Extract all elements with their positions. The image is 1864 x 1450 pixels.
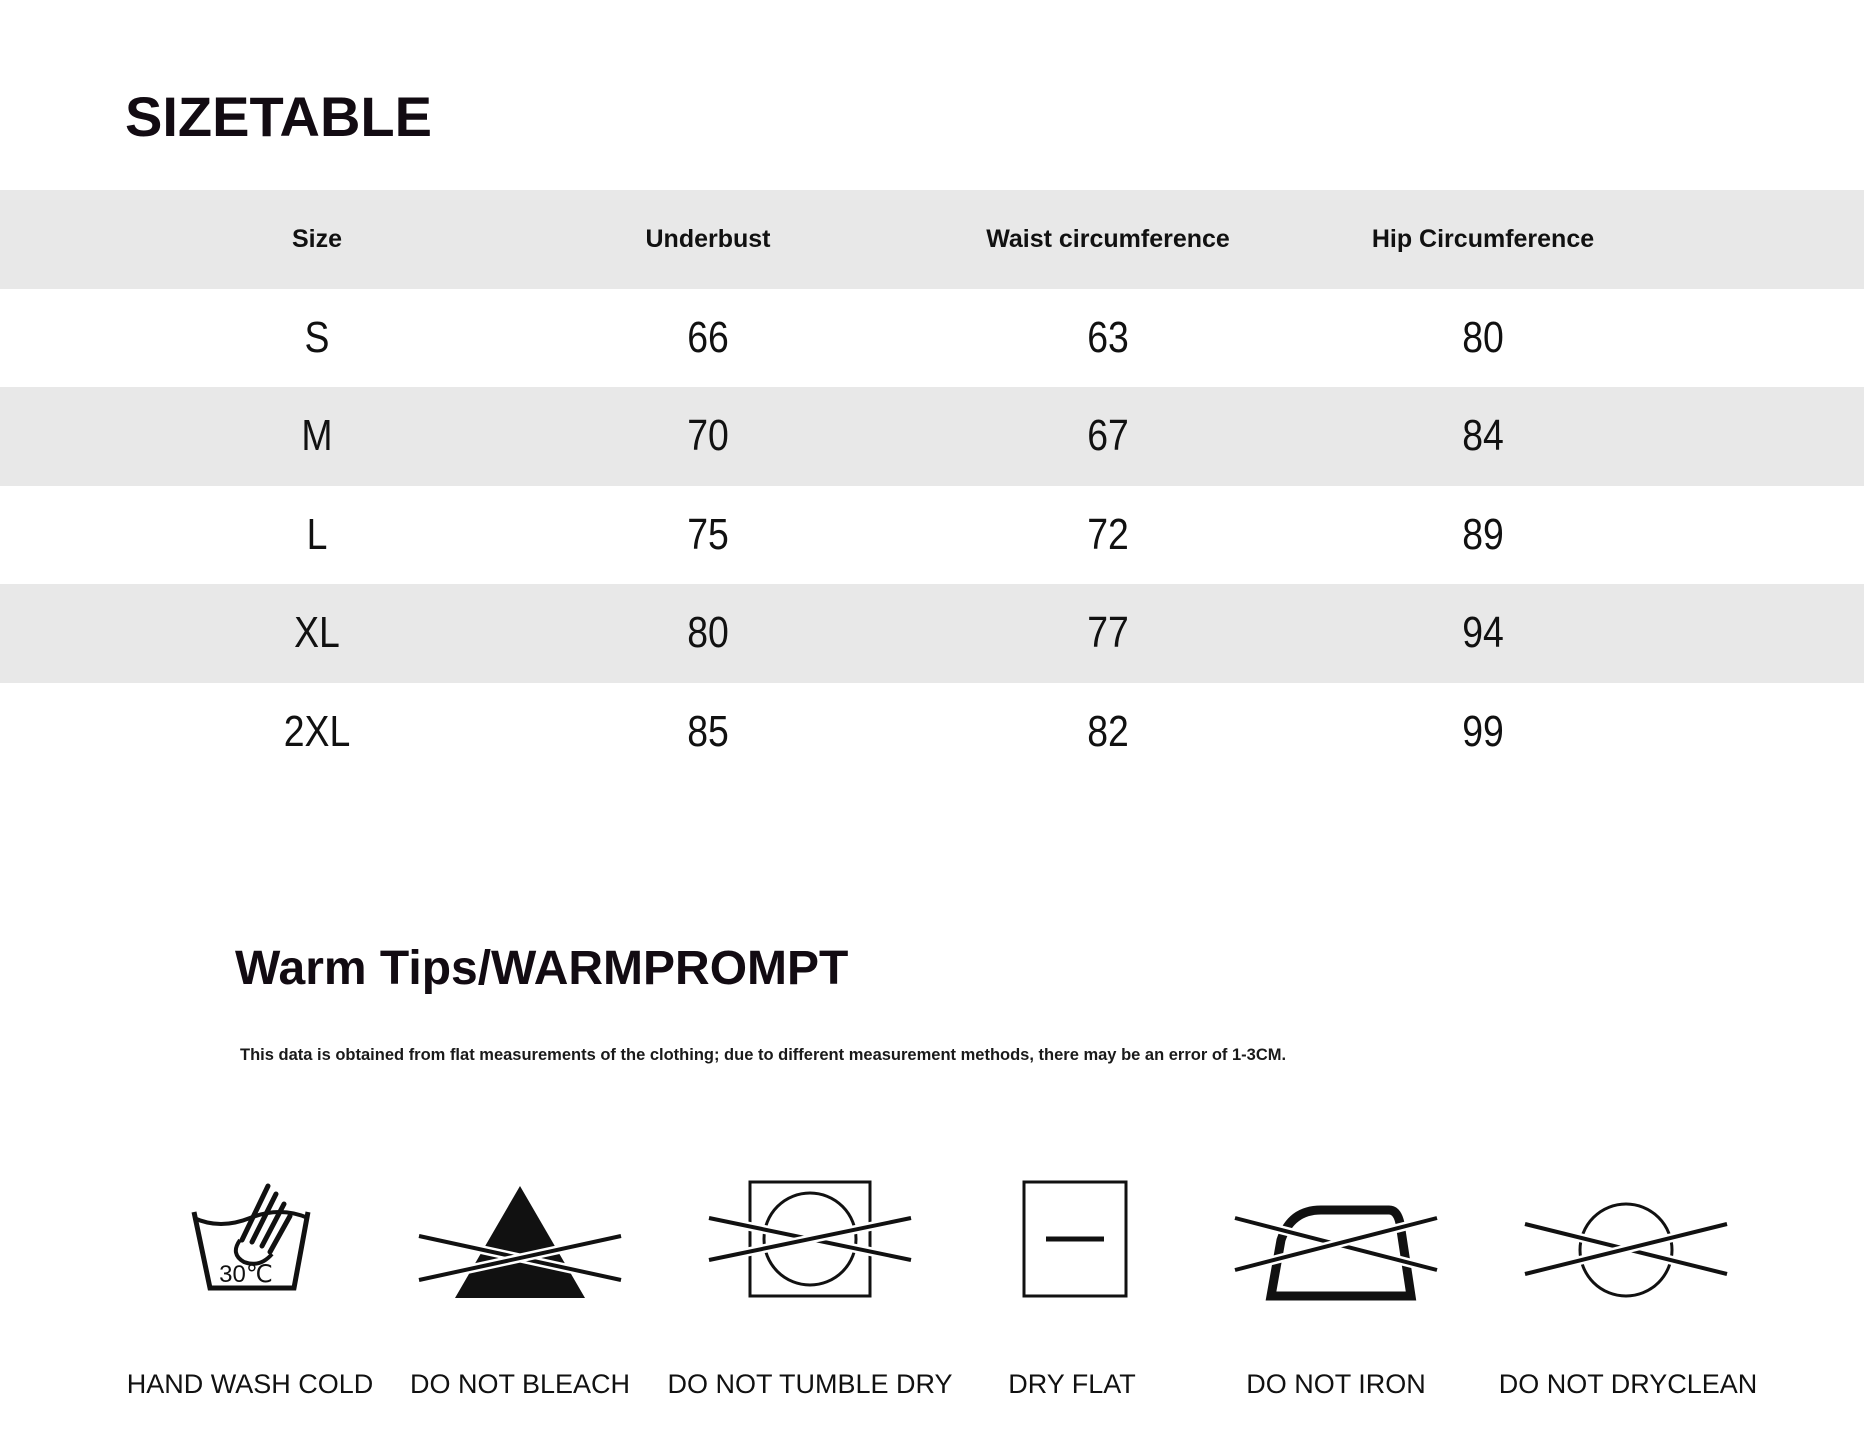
table-row <box>0 486 1864 585</box>
size-table <box>0 190 1864 781</box>
cell-waist: 82 <box>1087 706 1129 756</box>
no-iron-icon <box>1216 1170 1456 1310</box>
care-label-no-tumble-dry: DO NOT TUMBLE DRY <box>667 1369 953 1399</box>
cell-hip: 84 <box>1462 411 1504 461</box>
cell-hip: 99 <box>1462 706 1504 756</box>
table-header-row <box>0 190 1864 289</box>
cell-underbust: 75 <box>687 509 729 559</box>
table-row <box>0 584 1864 683</box>
care-label-no-iron: DO NOT IRON <box>1246 1369 1426 1399</box>
care-label-no-bleach: DO NOT BLEACH <box>409 1369 631 1399</box>
header-waist: Waist circumference <box>986 224 1230 253</box>
cell-size: S <box>304 312 330 362</box>
header-hip: Hip Circumference <box>1371 224 1595 253</box>
hand-wash-icon <box>130 1170 370 1310</box>
table-row <box>0 683 1864 782</box>
cell-hip: 89 <box>1462 509 1504 559</box>
tips-text: This data is obtained from flat measurements of the clothing; due to different measurement methods, there may be an error of 1-3CM. <box>240 1046 1287 1064</box>
no-dryclean-icon <box>1506 1170 1746 1310</box>
header-underbust: Underbust <box>645 224 771 253</box>
no-bleach-icon <box>400 1170 640 1310</box>
cell-underbust: 85 <box>687 706 729 756</box>
header-size: Size <box>291 224 343 253</box>
cell-size: L <box>306 509 328 559</box>
care-temp: 30℃ <box>219 1261 273 1288</box>
cell-underbust: 70 <box>687 411 729 461</box>
cell-waist: 72 <box>1087 509 1129 559</box>
cell-waist: 67 <box>1087 411 1129 461</box>
cell-waist: 63 <box>1087 312 1129 362</box>
tips-title: Warm Tips/WARMPROMPT <box>235 942 849 995</box>
cell-size: XL <box>294 608 340 658</box>
care-label-hand-wash: HAND WASH COLD <box>126 1369 374 1399</box>
care-label-no-dryclean: DO NOT DRYCLEAN <box>1498 1369 1758 1399</box>
page-title: SIZETABLE <box>125 85 432 148</box>
cell-underbust: 80 <box>687 608 729 658</box>
cell-hip: 80 <box>1462 312 1504 362</box>
cell-underbust: 66 <box>687 312 729 362</box>
cell-size: M <box>301 411 333 461</box>
table-row <box>0 289 1864 388</box>
cell-size: 2XL <box>283 706 351 756</box>
cell-waist: 77 <box>1087 608 1129 658</box>
table-row <box>0 387 1864 486</box>
dry-flat-icon <box>956 1170 1196 1310</box>
care-label-dry-flat: DRY FLAT <box>1008 1369 1136 1399</box>
no-tumble-dry-icon <box>690 1170 930 1310</box>
cell-hip: 94 <box>1462 608 1504 658</box>
